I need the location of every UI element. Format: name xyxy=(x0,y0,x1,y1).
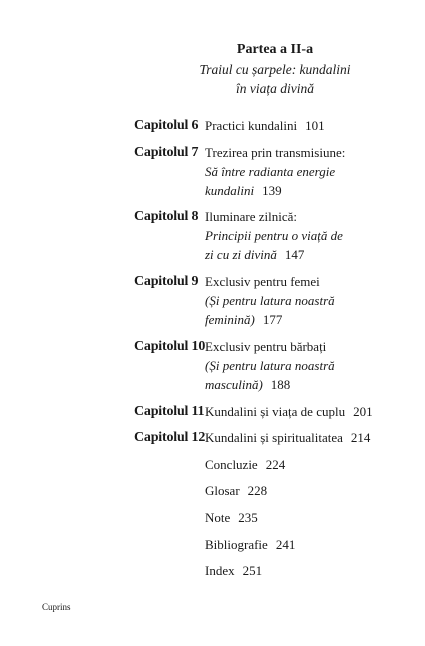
page-number: 177 xyxy=(262,312,283,327)
part-heading xyxy=(195,40,355,98)
chapter-subtitle-line-2: masculină) xyxy=(205,377,263,392)
chapter-subtitle-line-1: Principii pentru o viață de xyxy=(205,228,343,243)
chapter-label: Capitolul 6 xyxy=(134,118,199,133)
chapter-title-line-1: Iluminare zilnică: xyxy=(205,209,298,224)
toc-entry-chapter-10[interactable] xyxy=(134,337,394,394)
toc-entry-chapter-9[interactable] xyxy=(134,272,394,329)
chapter-title-line-1: Exclusiv pentru bărbați xyxy=(205,339,327,354)
entry-title: Note xyxy=(205,510,231,525)
toc-entry-concluzie[interactable] xyxy=(205,455,285,474)
chapter-subtitle-line-1: Să între radianta energie xyxy=(205,164,336,179)
chapter-title: Practici kundalini xyxy=(205,118,298,133)
part-subtitle-line-2: în viața divină xyxy=(236,81,314,96)
page-number: 139 xyxy=(262,183,282,198)
chapter-label: Capitolul 11 xyxy=(134,404,205,419)
page-number: 201 xyxy=(353,404,373,419)
part-subtitle-line-1: Traiul cu șarpele: kundalini xyxy=(199,62,351,77)
chapter-title: Kundalini și viața de cuplu xyxy=(205,404,346,419)
chapter-subtitle-line-1: (Și pentru latura noastră xyxy=(205,293,335,308)
chapter-label: Capitolul 7 xyxy=(134,145,199,160)
toc-entry-chapter-6[interactable] xyxy=(134,116,394,135)
page-number: 251 xyxy=(242,563,263,578)
toc-entry-chapter-11[interactable] xyxy=(134,402,394,421)
chapter-title-line-1: Trezirea prin transmisiune: xyxy=(205,145,346,160)
toc-entry-bibliografie[interactable] xyxy=(205,535,295,554)
chapter-label: Capitolul 12 xyxy=(134,430,206,445)
chapter-label: Capitolul 8 xyxy=(134,209,199,224)
toc-entry-chapter-8[interactable] xyxy=(134,207,394,264)
entry-title: Concluzie xyxy=(205,457,258,472)
page-number: 147 xyxy=(284,247,305,262)
page-number: 101 xyxy=(305,118,325,133)
chapter-subtitle-line-2: zi cu zi divină xyxy=(205,247,277,262)
part-title: Partea a II-a xyxy=(236,42,314,57)
chapter-label: Capitolul 10 xyxy=(134,339,206,354)
chapter-title: Kundalini și spiritualitatea xyxy=(205,430,343,445)
page-number: 228 xyxy=(247,483,268,498)
toc-entry-glosar[interactable] xyxy=(205,481,267,500)
page-number: 235 xyxy=(238,510,258,525)
toc-entry-note[interactable] xyxy=(205,508,258,527)
entry-title: Glosar xyxy=(205,483,240,498)
toc-entry-index[interactable] xyxy=(205,561,262,580)
entry-title: Index xyxy=(205,563,235,578)
chapter-subtitle-line-1: (Și pentru latura noastră xyxy=(205,358,335,373)
chapter-title-line-1: Exclusiv pentru femei xyxy=(205,274,320,289)
chapter-subtitle-line-2: kundalini xyxy=(205,183,255,198)
page-number: 224 xyxy=(265,457,286,472)
page-number: 214 xyxy=(350,430,371,445)
page-number: 188 xyxy=(270,377,291,392)
chapter-subtitle-line-2: feminină) xyxy=(205,312,255,327)
toc-entry-chapter-12[interactable] xyxy=(134,428,394,447)
toc-entry-chapter-7[interactable] xyxy=(134,143,394,200)
running-footer: Cuprins xyxy=(42,602,71,612)
page-number: 241 xyxy=(275,537,296,552)
chapter-label: Capitolul 9 xyxy=(134,274,199,289)
entry-title: Bibliografie xyxy=(205,537,268,552)
